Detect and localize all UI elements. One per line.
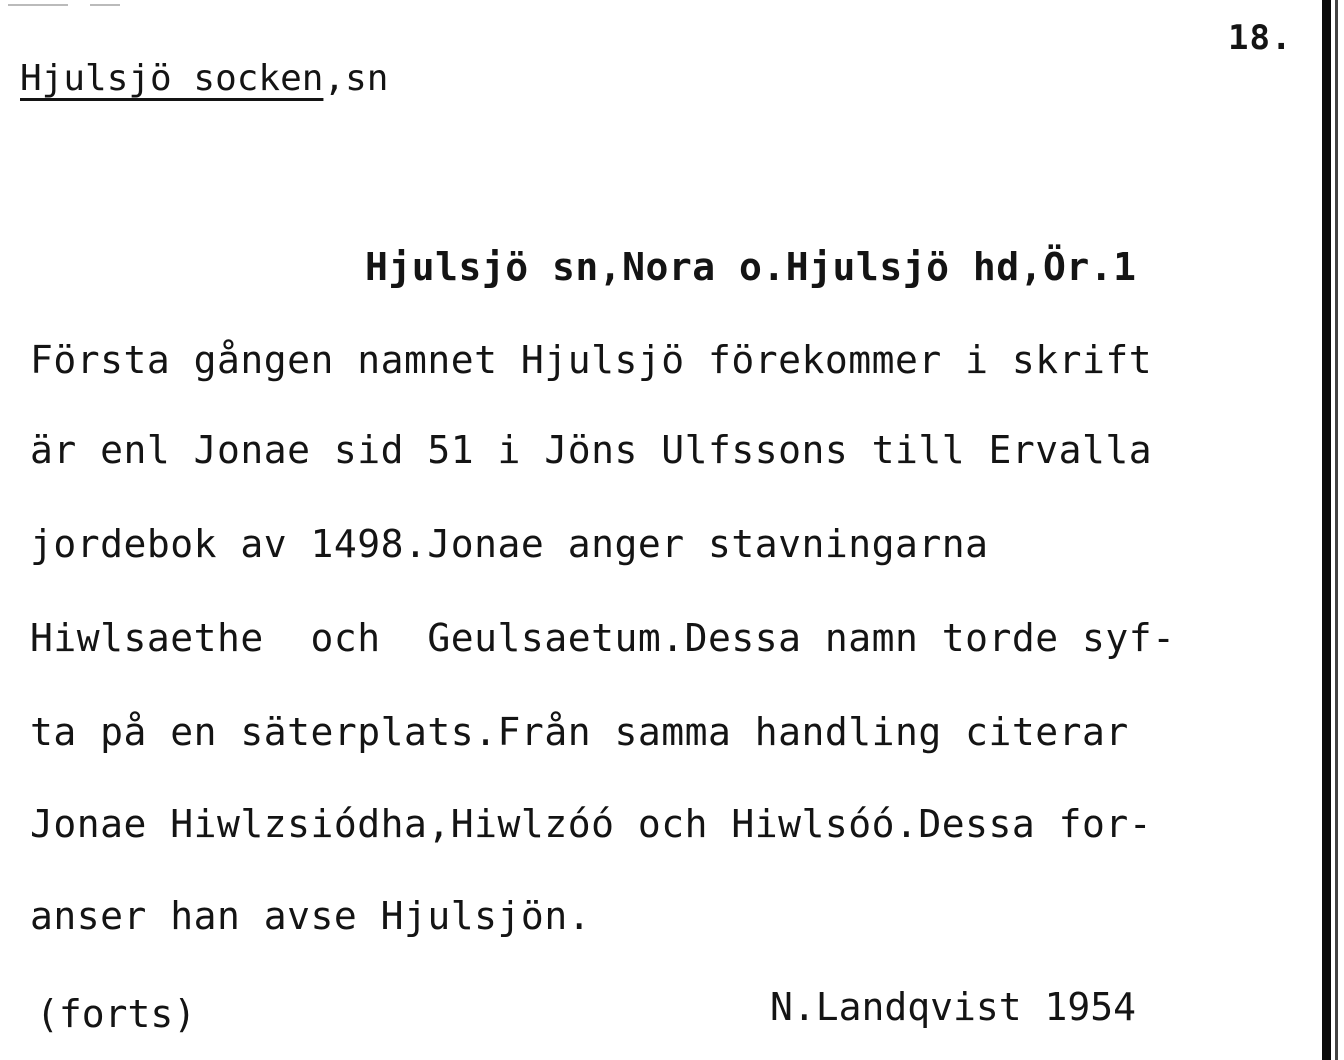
card-number: 18. xyxy=(1228,18,1293,58)
card-edge-line xyxy=(1335,0,1338,1060)
reference-line: Hjulsjö sn,Nora o.Hjulsjö hd,Ör.1 xyxy=(365,245,1137,289)
body-line: är enl Jonae sid 51 i Jöns Ulfssons till Ervalla xyxy=(30,428,1153,472)
body-line: Hiwlsaethe och Geulsaetum.Dessa namn torde syf- xyxy=(30,616,1176,660)
signature: N.Landqvist 1954 xyxy=(770,985,1137,1029)
body-line: ta på en säterplats.Från samma handling citerar xyxy=(30,710,1129,754)
body-line: jordebok av 1498.Jonae anger stavningarna xyxy=(30,522,989,566)
scan-mark xyxy=(90,4,120,6)
heading-suffix: ,sn xyxy=(323,58,389,99)
body-line: Jonae Hiwlzsiódha,Hiwlzóó och Hiwlsóó.Dessa for- xyxy=(30,802,1153,846)
body-line: anser han avse Hjulsjön. xyxy=(30,894,592,938)
card-edge-line xyxy=(1322,0,1331,1060)
scan-mark xyxy=(8,4,68,6)
heading-title: Hjulsjö socken xyxy=(20,58,324,99)
card-heading xyxy=(20,58,388,99)
body-line: Första gången namnet Hjulsjö förekommer i skrift xyxy=(30,338,1153,382)
continuation-note: (forts) xyxy=(36,992,197,1036)
